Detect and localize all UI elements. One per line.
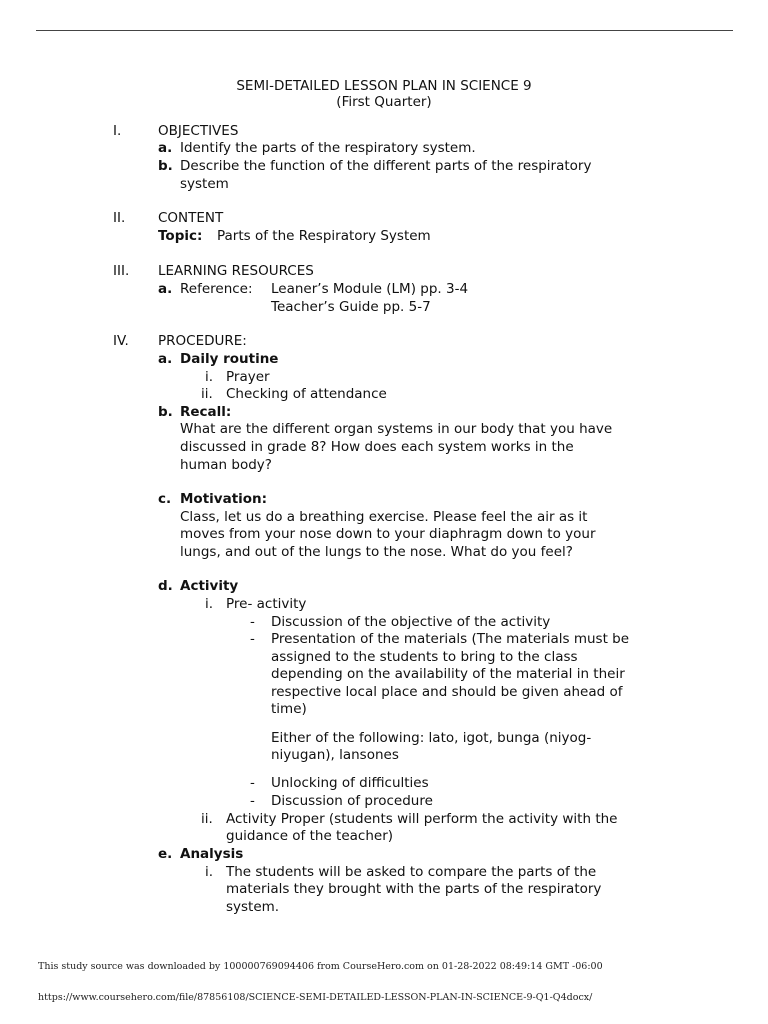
pre-activity-marker: i. xyxy=(205,596,214,612)
motivation-text-line2: moves from your nose down to your diaphragm down to your xyxy=(180,526,596,542)
activity-proper-line2: guidance of the teacher) xyxy=(226,828,394,844)
source-url[interactable]: https://www.coursehero.com/file/87856108/SCIENCE-SEMI-DETAILED-LESSON-PLAN-IN-SCIENCE-9-Q1-Q4docx/ xyxy=(38,992,593,1003)
section-heading-resources: LEARNING RESOURCES xyxy=(158,263,314,279)
motivation-text-line1: Class, let us do a breathing exercise. Please feel the air as it xyxy=(180,509,588,525)
daily-routine-heading: Daily routine xyxy=(180,351,279,367)
analysis-heading: Analysis xyxy=(180,846,244,862)
objective-b-text-line2: system xyxy=(180,176,229,192)
topic-value: Parts of the Respiratory System xyxy=(217,228,431,244)
recall-text-line3: human body? xyxy=(180,457,272,473)
procedure-marker-e: e. xyxy=(158,846,173,862)
dash-presentation: - xyxy=(250,631,255,647)
activity-proper-line1: Activity Proper (students will perform the activity with the xyxy=(226,811,618,827)
top-rule xyxy=(36,30,733,31)
section-numeral-resources: III. xyxy=(113,263,130,279)
routine-prayer: Prayer xyxy=(226,369,270,385)
dash-procedure: - xyxy=(250,793,255,809)
materials-either-line2: niyugan), lansones xyxy=(271,747,399,763)
procedure-marker-b: b. xyxy=(158,404,173,420)
section-numeral-objectives: I. xyxy=(113,123,122,139)
pre-item-presentation-line2: assigned to the students to bring to the class xyxy=(271,649,578,665)
motivation-heading: Motivation: xyxy=(180,491,268,507)
procedure-marker-a: a. xyxy=(158,351,173,367)
pre-item-presentation-line5: time) xyxy=(271,701,307,717)
section-heading-objectives: OBJECTIVES xyxy=(158,123,239,139)
recall-text-line2: discussed in grade 8? How does each system works in the xyxy=(180,439,574,455)
dash-discussion: - xyxy=(250,614,255,630)
document-title: SEMI-DETAILED LESSON PLAN IN SCIENCE 9 xyxy=(236,78,532,94)
section-heading-procedure: PROCEDURE: xyxy=(158,333,247,349)
section-numeral-content: II. xyxy=(113,210,126,226)
resource-marker-a: a. xyxy=(158,281,173,297)
recall-text-line1: What are the different organ systems in our body that you have xyxy=(180,421,613,437)
procedure-marker-d: d. xyxy=(158,578,173,594)
objective-b-text-line1: Describe the function of the different parts of the respiratory xyxy=(180,158,592,174)
pre-item-presentation-line3: depending on the availability of the material in their xyxy=(271,666,625,682)
routine-marker-ii: ii. xyxy=(201,386,213,402)
analysis-text-line2: materials they brought with the parts of the respiratory xyxy=(226,881,602,897)
dash-unlocking: - xyxy=(250,775,255,791)
topic-label: Topic: xyxy=(158,228,203,244)
analysis-text-line1: The students will be asked to compare the parts of the xyxy=(226,864,597,880)
recall-heading: Recall: xyxy=(180,404,232,420)
pre-activity-label: Pre- activity xyxy=(226,596,307,612)
objective-a-text: Identify the parts of the respiratory system. xyxy=(180,140,476,156)
section-numeral-procedure: IV. xyxy=(113,333,129,349)
analysis-marker-i: i. xyxy=(205,864,214,880)
download-notice: This study source was downloaded by 100000769094406 from CourseHero.com on 01-28-2022 08:49:14 GMT -06:00 xyxy=(38,961,603,972)
pre-item-procedure: Discussion of procedure xyxy=(271,793,433,809)
objective-marker-b: b. xyxy=(158,158,173,174)
document-subtitle: (First Quarter) xyxy=(336,94,432,110)
motivation-text-line3: lungs, and out of the lungs to the nose. What do you feel? xyxy=(180,544,573,560)
materials-either-line1: Either of the following: lato, igot, bunga (niyog- xyxy=(271,730,592,746)
reference-learners-module: Leaner’s Module (LM) pp. 3-4 xyxy=(271,281,469,297)
activity-proper-marker: ii. xyxy=(201,811,213,827)
routine-marker-i: i. xyxy=(205,369,214,385)
objective-marker-a: a. xyxy=(158,140,173,156)
pre-item-presentation-line4: respective local place and should be given ahead of xyxy=(271,684,623,700)
routine-attendance: Checking of attendance xyxy=(226,386,387,402)
pre-item-presentation-line1: Presentation of the materials (The materials must be xyxy=(271,631,630,647)
procedure-marker-c: c. xyxy=(158,491,172,507)
reference-label: Reference: xyxy=(180,281,253,297)
pre-item-discussion: Discussion of the objective of the activity xyxy=(271,614,551,630)
reference-teachers-guide: Teacher’s Guide pp. 5-7 xyxy=(271,299,431,315)
section-heading-content: CONTENT xyxy=(158,210,224,226)
analysis-text-line3: system. xyxy=(226,899,280,915)
pre-item-unlocking: Unlocking of difficulties xyxy=(271,775,429,791)
activity-heading: Activity xyxy=(180,578,239,594)
